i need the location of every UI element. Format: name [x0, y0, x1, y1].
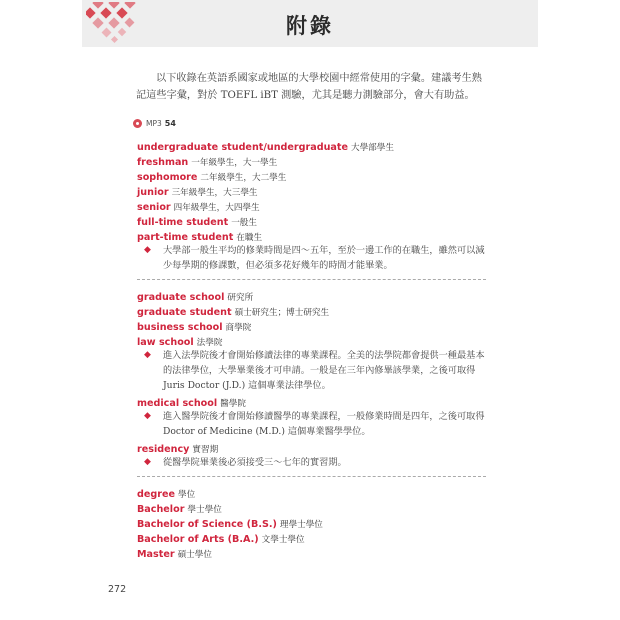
usage-note — [137, 348, 487, 393]
usage-note-text: 從醫學院畢業後必須接受三～七年的實習期。 — [163, 457, 347, 468]
usage-note-text: 進入醫學院後才會開始修讀醫學的專業課程，一般修業時間是四年，之後可取得 Doctor of Medicine (M.D.) 這個專業醫學學位。 — [163, 411, 485, 437]
vocab-entry — [137, 137, 487, 152]
vocab-definition: 學位 — [178, 490, 196, 500]
vocab-definition: 醫學院 — [220, 399, 246, 409]
vocab-term: degree — [137, 489, 175, 500]
vocab-term: graduate school — [137, 292, 225, 303]
vocab-entry — [137, 484, 487, 499]
vocab-definition: 實習期 — [192, 445, 219, 455]
usage-note-text: 進入法學院後才會開始修讀法律的專業課程。全美的法學院都會提供一種最基本的法律學位，大學畢業後才可申請。一般是在三年內修畢該學業，之後可取得 Juris Doctor (J.D.) 這個專業法律學位。 — [163, 350, 485, 391]
vocab-entry — [137, 514, 487, 529]
audio-disc-icon — [133, 119, 142, 128]
vocab-entry — [137, 182, 487, 197]
vocab-entry — [137, 499, 487, 514]
diamond-bullet-icon: ◆ — [144, 350, 151, 360]
vocab-definition: 碩士學位 — [177, 550, 212, 560]
vocab-entry — [137, 317, 487, 332]
vocab-term: Bachelor of Science (B.S.) — [137, 519, 277, 530]
vocab-entry — [137, 227, 487, 242]
vocab-term: part-time student — [137, 232, 234, 243]
vocabulary-group — [137, 287, 487, 470]
vocab-term: Master — [137, 549, 175, 560]
vocab-term: law school — [137, 337, 194, 348]
vocab-definition: 學士學位 — [187, 505, 222, 515]
vocab-term: freshman — [137, 157, 189, 168]
usage-note — [137, 243, 487, 273]
vocab-definition: 碩士研究生；博士研究生 — [234, 308, 330, 318]
vocab-entry — [137, 439, 487, 454]
vocab-term: graduate student — [137, 307, 232, 318]
vocab-definition: 商學院 — [225, 323, 252, 333]
vocab-term: junior — [137, 187, 169, 198]
vocabulary-group — [137, 137, 487, 273]
page-title: 附錄 — [286, 14, 334, 38]
section-divider — [137, 279, 486, 280]
vocab-term: full-time student — [137, 217, 229, 228]
vocab-entry — [137, 544, 487, 559]
vocab-definition: 一年級學生，大一學生 — [191, 158, 278, 168]
audio-track-number: 54 — [164, 119, 176, 128]
vocab-definition: 文學士學位 — [261, 535, 305, 545]
audio-track-label[interactable] — [133, 119, 176, 128]
vocab-term: residency — [137, 444, 190, 455]
vocab-definition: 在職生 — [236, 233, 263, 243]
vocab-definition: 大學部學生 — [350, 143, 394, 153]
vocab-term: Bachelor of Arts (B.A.) — [137, 534, 259, 545]
vocab-term: undergraduate student/undergraduate — [137, 142, 348, 153]
vocab-definition: 二年級學生，大二學生 — [200, 173, 287, 183]
vocab-entry — [137, 393, 487, 408]
vocabulary-group — [137, 484, 487, 559]
vocab-definition: 三年級學生，大三學生 — [171, 188, 258, 198]
audio-label: MP3 — [146, 119, 162, 128]
vocab-definition: 法學院 — [196, 338, 223, 348]
vocabulary-list — [137, 137, 487, 559]
vocab-entry — [137, 302, 487, 317]
vocab-term: medical school — [137, 398, 218, 409]
vocab-entry — [137, 212, 487, 227]
vocab-entry — [137, 287, 487, 302]
usage-note-text: 大學部一般生平均的修業時間是四～五年，至於一邊工作的在職生，雖然可以減少每學期的修課數，但必須多花好幾年的時間才能畢業。 — [163, 245, 485, 271]
vocab-entry — [137, 152, 487, 167]
vocab-entry — [137, 167, 487, 182]
vocab-term: sophomore — [137, 172, 198, 183]
vocab-definition: 一般生 — [231, 218, 257, 228]
vocab-term: Bachelor — [137, 504, 185, 515]
vocab-definition: 研究所 — [227, 293, 254, 303]
vocab-definition: 四年級學生，大四學生 — [173, 203, 260, 213]
section-divider — [137, 476, 486, 477]
vocab-entry — [137, 529, 487, 544]
usage-note — [137, 409, 487, 439]
vocab-definition: 理學士學位 — [279, 520, 323, 530]
vocab-entry — [137, 332, 487, 347]
vocab-term: business school — [137, 322, 223, 333]
vocab-entry — [137, 197, 487, 212]
usage-note — [137, 455, 487, 470]
vocab-term: senior — [137, 202, 171, 213]
diamond-bullet-icon: ◆ — [144, 457, 151, 467]
diamond-bullet-icon: ◆ — [144, 411, 151, 421]
page-number: 272 — [108, 584, 127, 595]
diamond-bullet-icon: ◆ — [144, 245, 151, 255]
intro-paragraph: 以下收錄在英語系國家或地區的大學校園中經常使用的字彙。建議考生熟記這些字彙，對於 TOEFL iBT 測驗，尤其是聽力測驗部分，會大有助益。 — [136, 73, 482, 101]
